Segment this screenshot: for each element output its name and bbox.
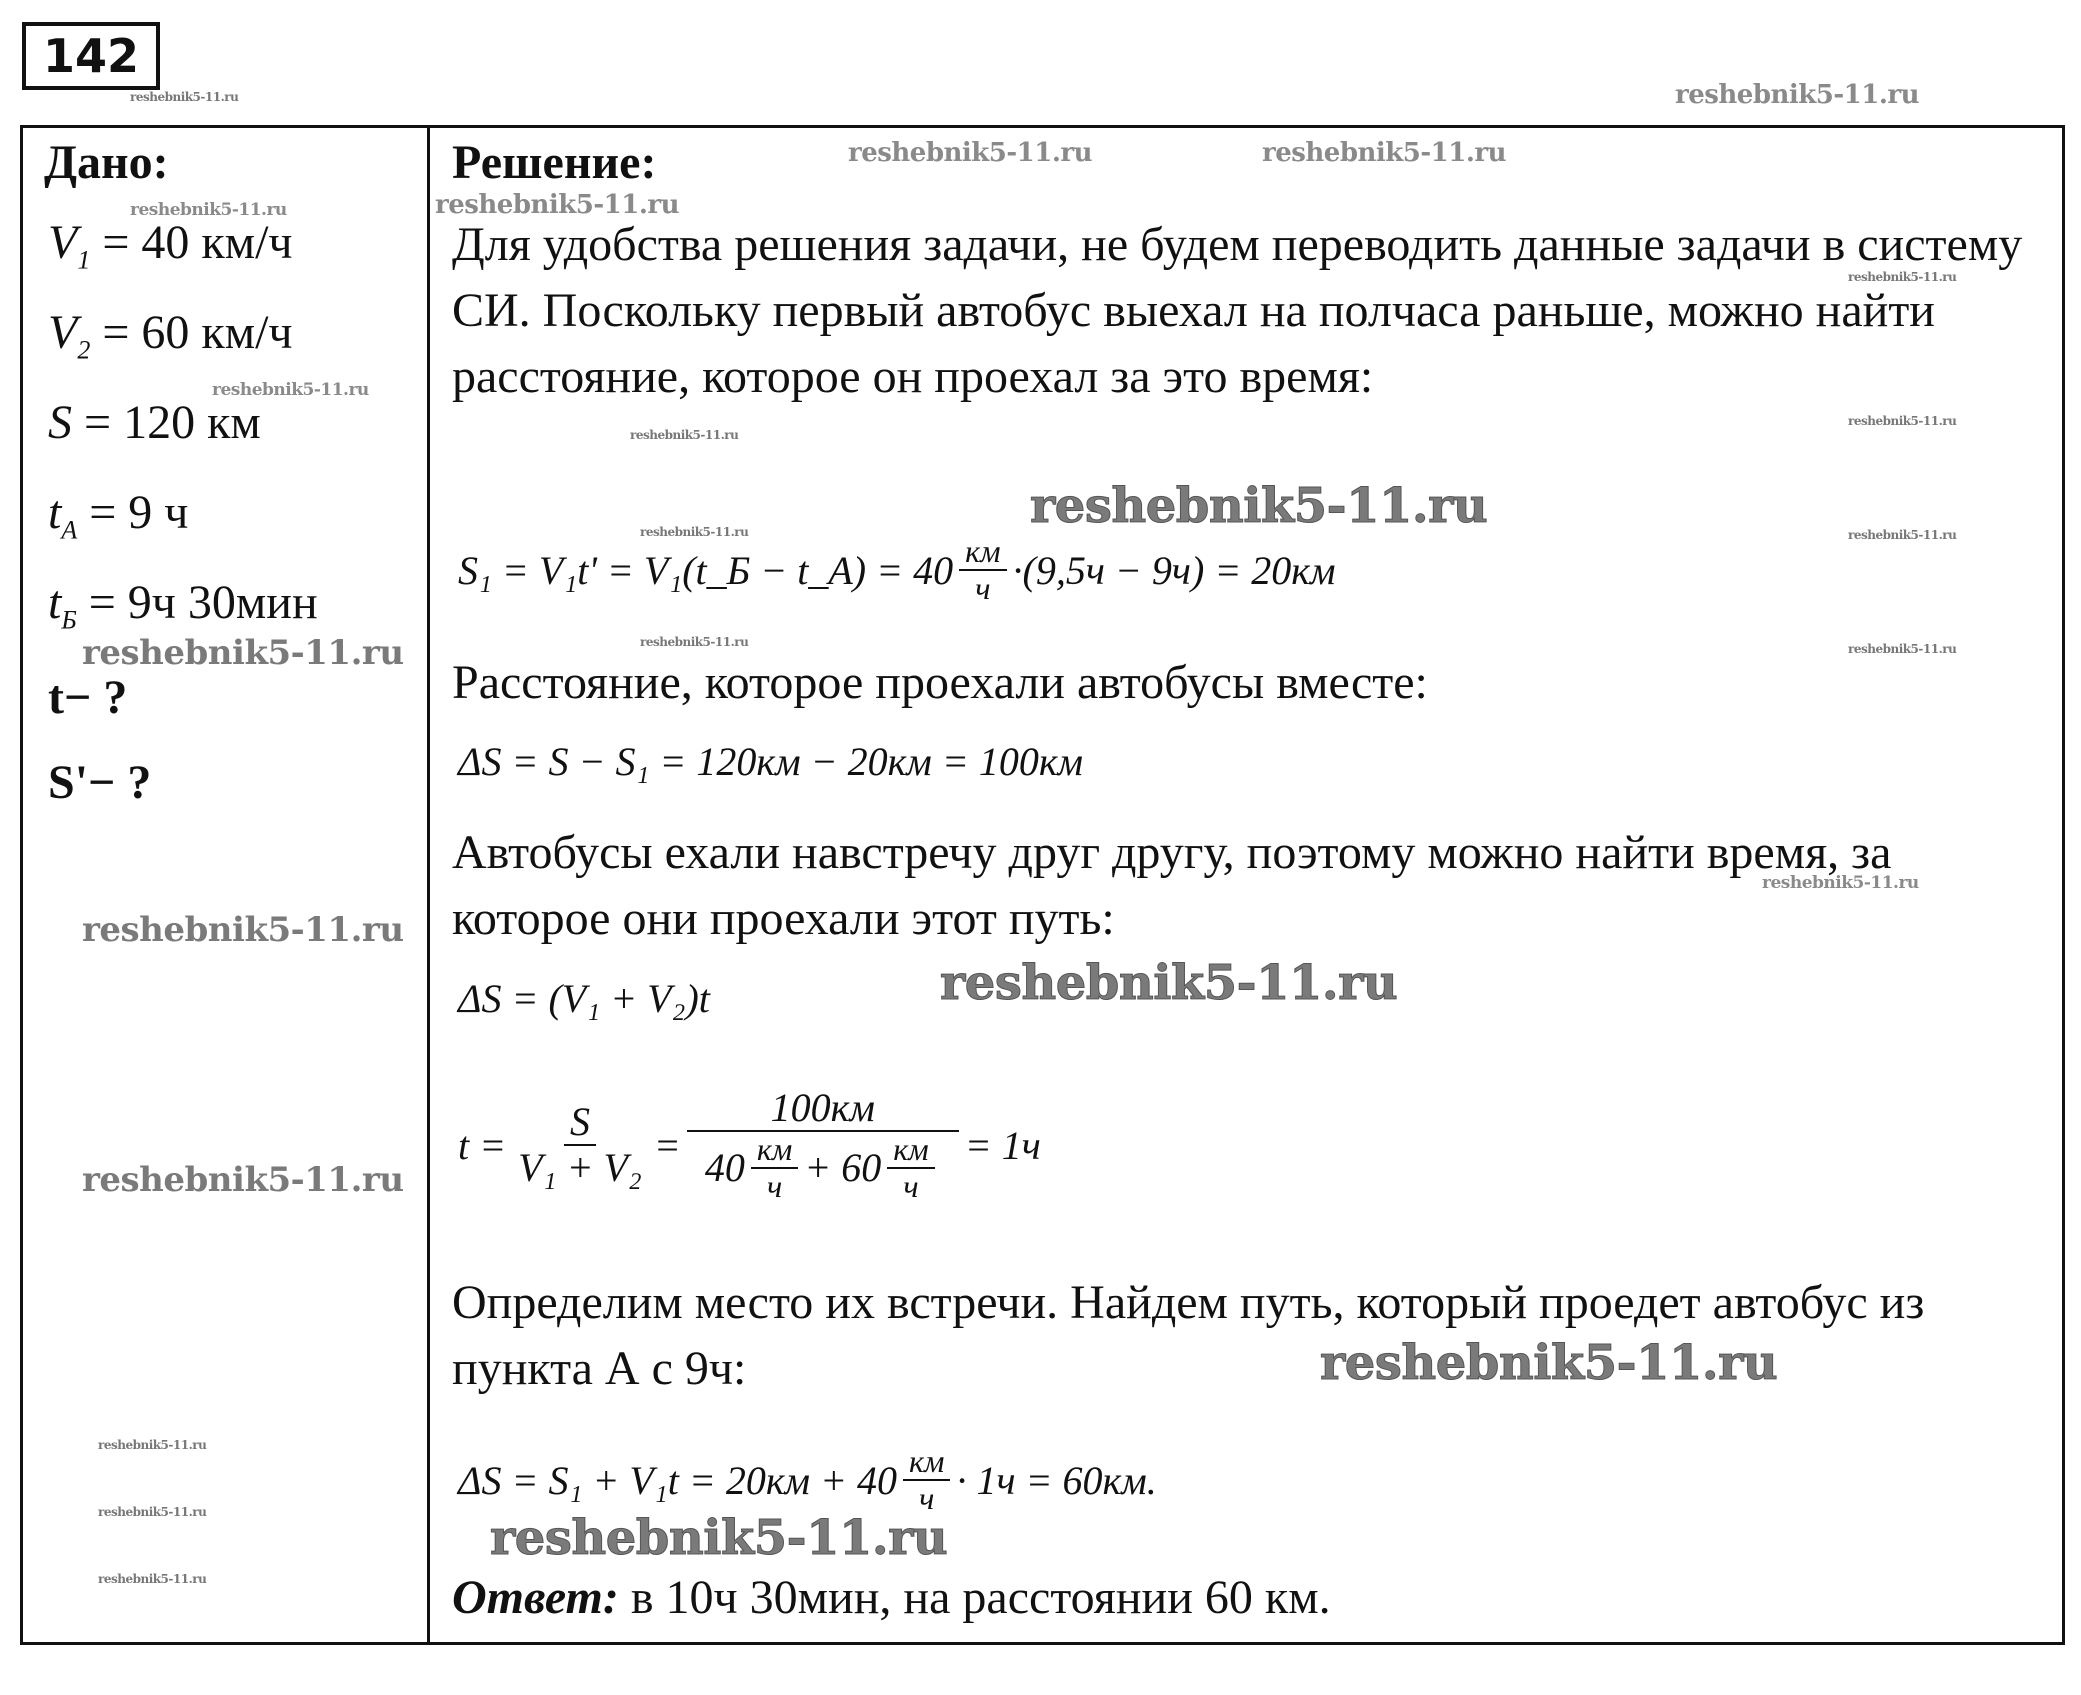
given-tb	[48, 575, 318, 636]
watermark: reshebnik5-11.ru	[1848, 642, 1957, 656]
watermark: reshebnik5-11.ru	[82, 633, 404, 673]
equation-5-right: · 1ч = 60км.	[956, 1457, 1157, 1503]
watermark: reshebnik5-11.ru	[212, 380, 369, 400]
watermark: reshebnik5-11.ru	[1848, 270, 1957, 284]
fraction-denominator: V₁ + V₂	[518, 1145, 642, 1190]
fraction-distance-over-speed	[687, 1086, 959, 1204]
watermark: reshebnik5-11.ru	[435, 190, 680, 220]
fraction-numerator: км	[887, 1132, 934, 1169]
fraction-numerator: км	[959, 534, 1006, 571]
answer-label: Ответ:	[452, 1571, 619, 1624]
fraction-numerator: 100км	[687, 1086, 959, 1132]
given-value: = 60 км/ч	[102, 306, 293, 359]
given-value: = 9 ч	[89, 486, 189, 539]
fraction-denominator: ч	[903, 1168, 919, 1204]
watermark: reshebnik5-11.ru	[1320, 1335, 1778, 1391]
unit-fraction	[887, 1132, 934, 1204]
given-subscript: 1	[77, 245, 91, 275]
solution-paragraph-4: Определим место их встречи. Найдем путь, который проедет автобус из пункта А с 9ч:	[452, 1276, 1925, 1395]
solution-heading: Решение:	[452, 136, 657, 189]
equation-4-equals: =	[653, 1122, 681, 1168]
given-symbol: t	[48, 576, 62, 629]
watermark: reshebnik5-11.ru	[640, 525, 749, 539]
watermark: reshebnik5-11.ru	[1030, 478, 1488, 534]
given-s	[48, 395, 261, 456]
equation-1	[458, 520, 1336, 620]
given-symbol: S	[48, 396, 72, 449]
watermark: reshebnik5-11.ru	[130, 200, 287, 220]
watermark: reshebnik5-11.ru	[1262, 138, 1507, 168]
given-value: = 9ч 30мин	[88, 576, 318, 629]
column-divider	[427, 125, 430, 1645]
equation-5-left: ΔS = S₁ + V₁t = 20км + 40	[458, 1457, 898, 1503]
watermark: reshebnik5-11.ru	[82, 1160, 404, 1200]
fraction-denominator: ч	[919, 1480, 935, 1516]
given-subscript: 2	[77, 335, 91, 365]
unknown-s-prime: S'− ?	[48, 756, 152, 809]
equation-1-right: ·(9,5ч − 9ч) = 20км	[1012, 547, 1336, 593]
equation-2: ΔS = S − S₁ = 120км − 20км = 100км	[458, 739, 1084, 784]
speed-2-value: + 60	[804, 1145, 882, 1190]
given-symbol: V	[48, 306, 78, 359]
fraction-s-over-v	[512, 1100, 648, 1190]
unit-fraction	[751, 1132, 798, 1204]
given-value: = 40 км/ч	[102, 216, 293, 269]
given-symbol: t	[48, 486, 62, 539]
given-v1	[48, 215, 293, 276]
watermark: reshebnik5-11.ru	[98, 1438, 207, 1452]
unit-fraction	[959, 534, 1006, 606]
solution-paragraph-3: Автобусы ехали навстречу друг другу, поэтому можно найти время, за которое они проехали этот путь:	[452, 826, 1892, 945]
given-v2	[48, 305, 293, 366]
answer-line	[452, 1570, 1331, 1625]
solution-paragraph-1: Для удобства решения задачи, не будем переводить данные задачи в систему СИ. Поскольку первый автобус выехал на полчаса раньше, можно найти расстояние, которое он проехал за это время:	[452, 218, 2023, 403]
fraction-denominator: ч	[766, 1168, 783, 1204]
equation-4	[458, 1060, 1041, 1230]
fraction-numerator: км	[751, 1132, 798, 1169]
problem-number: 142	[22, 22, 160, 90]
given-symbol: V	[48, 216, 78, 269]
solution-paragraph-2: Расстояние, которое проехали автобусы вместе:	[452, 656, 1428, 709]
watermark: reshebnik5-11.ru	[940, 955, 1398, 1011]
given-value: = 120 км	[84, 396, 261, 449]
watermark: reshebnik5-11.ru	[98, 1505, 207, 1519]
watermark: reshebnik5-11.ru	[82, 910, 404, 950]
watermark: reshebnik5-11.ru	[640, 635, 749, 649]
equation-4-result: = 1ч	[964, 1122, 1041, 1168]
equation-3: ΔS = (V₁ + V₂)t	[458, 976, 710, 1021]
watermark: reshebnik5-11.ru	[130, 90, 239, 104]
watermark: reshebnik5-11.ru	[630, 428, 739, 442]
watermark: reshebnik5-11.ru	[848, 138, 1093, 168]
given-subscript: Б	[61, 605, 77, 635]
watermark: reshebnik5-11.ru	[1762, 873, 1919, 893]
watermark: reshebnik5-11.ru	[490, 1510, 948, 1566]
equation-1-left: S₁ = V₁t' = V₁(t_Б − t_A) = 40	[458, 547, 954, 593]
equation-4-t: t =	[458, 1122, 507, 1168]
fraction-numerator: км	[903, 1444, 950, 1481]
given-subscript: A	[61, 515, 78, 545]
watermark: reshebnik5-11.ru	[1675, 80, 1920, 110]
given-heading: Дано:	[44, 136, 169, 189]
fraction-denominator	[699, 1132, 947, 1204]
watermark: reshebnik5-11.ru	[98, 1572, 207, 1586]
watermark: reshebnik5-11.ru	[1848, 528, 1957, 542]
speed-1-value: 40	[704, 1145, 745, 1190]
unknown-t: t− ?	[48, 671, 128, 724]
watermark: reshebnik5-11.ru	[1848, 414, 1957, 428]
answer-text: в 10ч 30мин, на расстоянии 60 км.	[618, 1571, 1331, 1624]
given-ta	[48, 485, 188, 546]
fraction-numerator: S	[564, 1100, 596, 1146]
unit-fraction	[903, 1444, 950, 1516]
fraction-denominator: ч	[975, 570, 991, 606]
